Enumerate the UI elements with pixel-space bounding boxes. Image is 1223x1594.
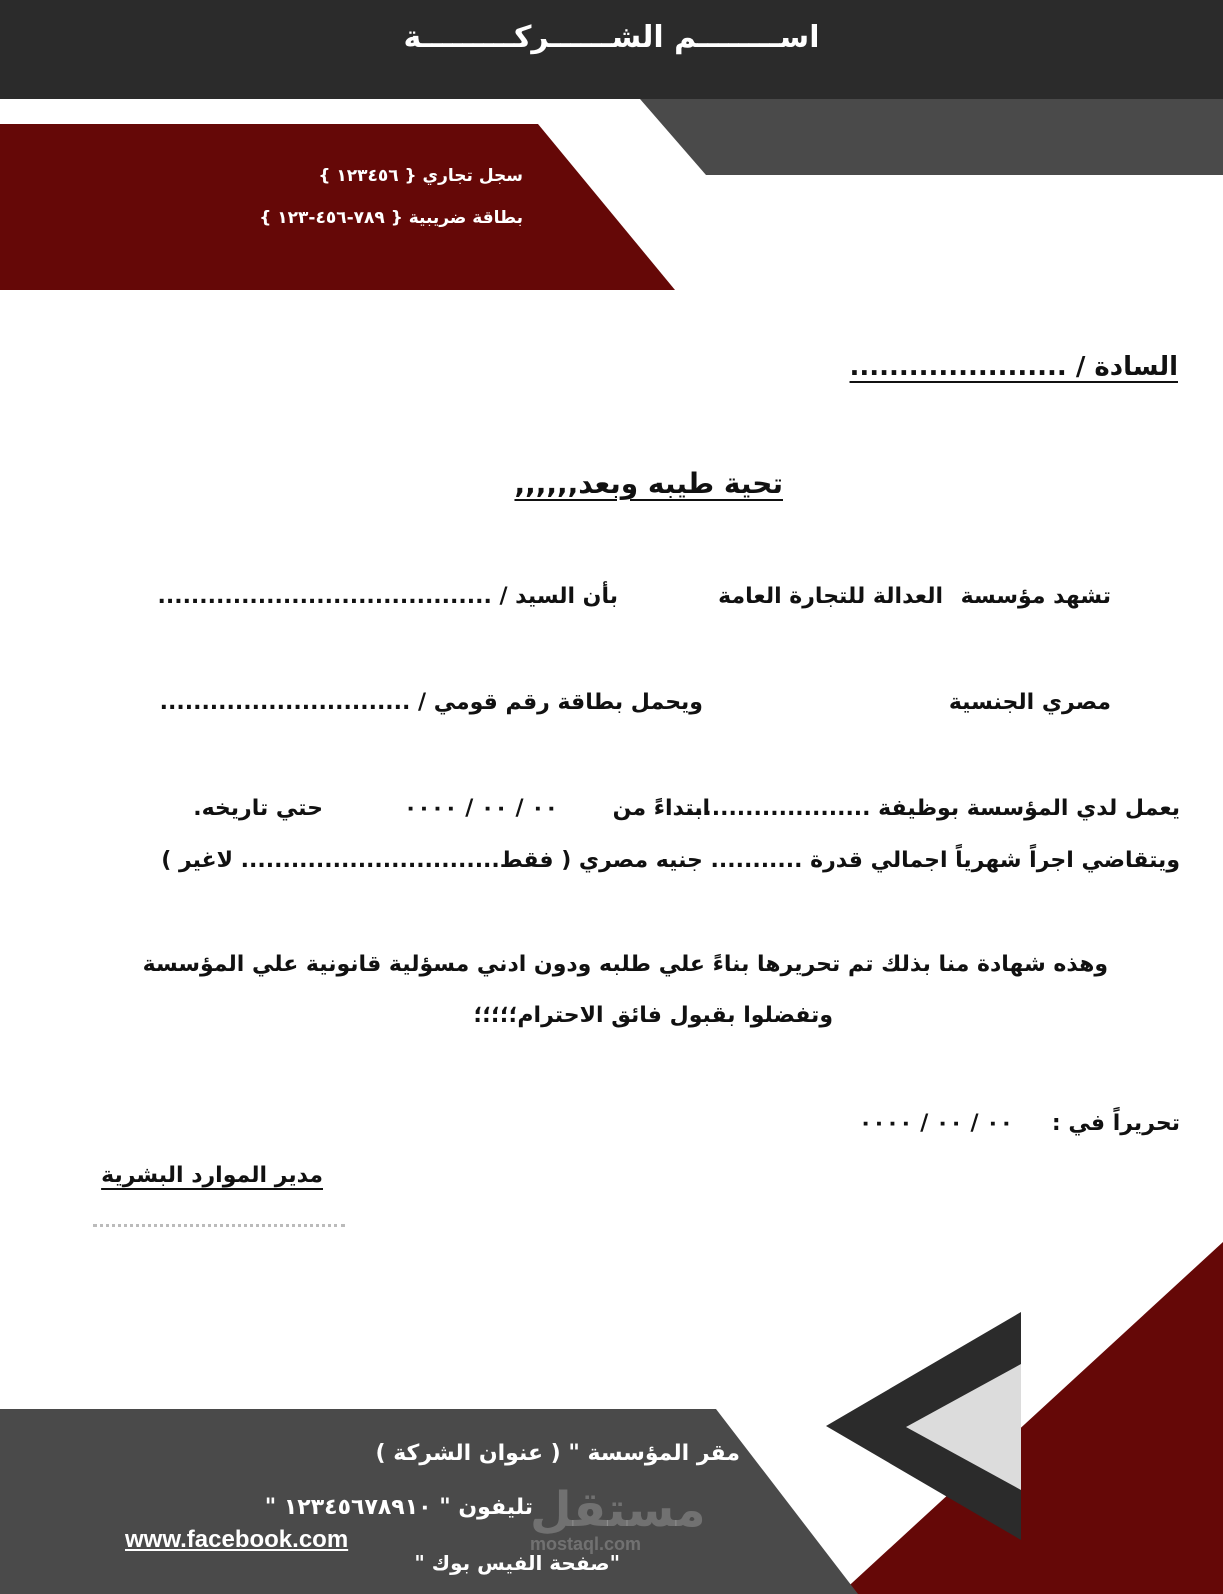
signatory-title: مدير الموارد البشرية [101,1163,323,1188]
mister-label: بأن السيد / ........................................ [157,584,618,609]
national-id: ويحمل بطاقة رقم قومي / .............................. [159,690,703,715]
closing: وتفضلوا بقبول فائق الاحترام؛؛؛؛؛ [473,1003,833,1028]
header-maroon-wedge [0,124,675,290]
watermark-arabic: مستقل [530,1482,706,1538]
watermark [530,1482,706,1555]
disclaimer: وهذه شهادة منا بذلك تم تحريرها بناءً علي طلبه ودون ادني مسؤلية قانونية علي المؤسسة [142,952,1108,977]
start-date: ٠٠ / ٠٠ / ٠٠٠٠ [403,796,558,821]
nationality: مصري الجنسية [948,690,1111,715]
company-address: مقر المؤسسة " ( عنوان الشركة ) [375,1441,740,1466]
watermark-latin: mostaql.com [530,1534,642,1554]
commercial-register: سجل تجاري { ١٢٣٤٥٦ } [318,166,523,186]
facebook-link[interactable]: www.facebook.com [125,1526,349,1553]
works-as: يعمل لدي المؤسسة بوظيفة ...................... [686,796,1180,821]
greeting: تحية طيبه وبعد,,,,,, [514,467,783,500]
certify-intro: تشهد مؤسسة [960,584,1111,609]
signature-line [93,1224,345,1227]
tax-card: بطاقة ضريبية { ٧٨٩-٤٥٦-١٢٣ } [259,208,523,228]
until-date: حتي تاريخه. [193,796,323,821]
issued-label: تحريراً في : [1051,1111,1180,1136]
company-label: العدالة للتجارة العامة [718,584,943,609]
company-phone: تليفون " ١٢٣٤٥٦٧٨٩١٠ " [264,1495,533,1520]
header-gray-wedge [640,99,1223,175]
recipient-line: السادة / ...................... [849,352,1178,382]
facebook-label: "صفحة الفيس بوك " [414,1551,620,1575]
start-from: ابتداءً من [612,796,710,821]
company-name: اســــــــم الشــــــركـــــــــة [403,20,820,55]
salary-line: ويتقاضي اجراً شهرياً اجمالي قدرة ........... جنيه مصري ( فقط............................... لاغير ) [161,848,1180,873]
issued-date: ٠٠ / ٠٠ / ٠٠٠٠ [858,1111,1013,1136]
